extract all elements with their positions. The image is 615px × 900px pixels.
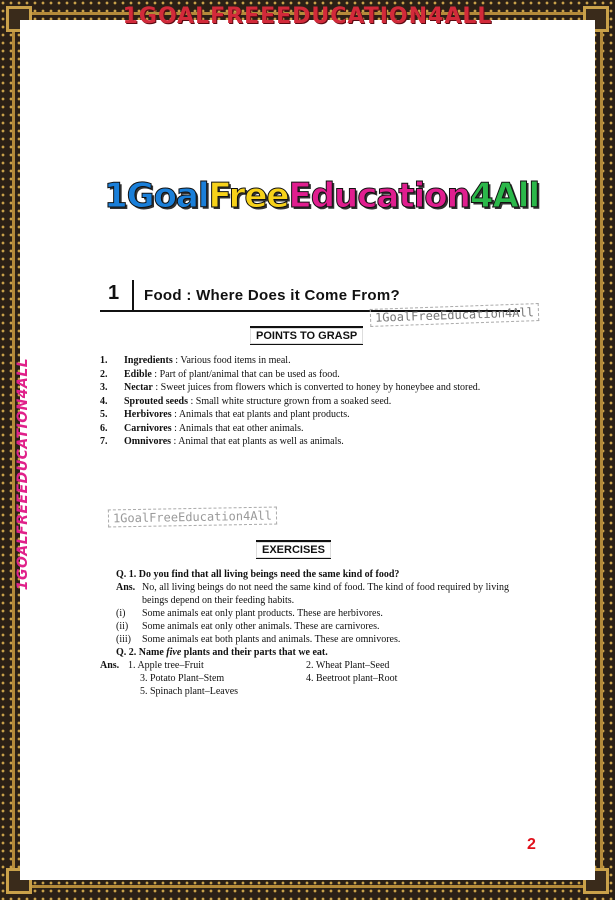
question-2 <box>116 646 516 659</box>
item-term: Herbivores <box>124 409 172 420</box>
list-item <box>100 381 520 395</box>
list-item <box>100 435 520 449</box>
list-item <box>100 354 520 368</box>
list-item <box>100 368 520 382</box>
item-separator: : <box>171 409 179 420</box>
list-item: 5. Spinach plant–Leaves <box>140 686 239 697</box>
list-item <box>116 607 516 620</box>
list-item: 1. Apple tree–Fruit <box>128 660 204 671</box>
exercises-heading-label: EXERCISES <box>256 540 331 559</box>
item-text: Sweet juices from flowers which is converted to honey by honeybee and stored. <box>160 382 481 393</box>
points-list <box>100 354 520 449</box>
points-heading <box>250 330 363 342</box>
list-item <box>116 620 516 633</box>
item-separator: : <box>188 395 196 407</box>
chapter-divider <box>132 280 134 310</box>
top-watermark: 1GOALFREEEDUCATION4ALL <box>122 4 493 29</box>
question-text: plants and their parts that we eat. <box>181 647 328 658</box>
points-heading-label: POINTS TO GRASP <box>250 326 363 345</box>
item-text: Animal that eat plants as well as animals. <box>178 436 344 447</box>
item-number: 5. <box>100 409 108 420</box>
question-1: Q. 1. Do you find that all living beings need the same kind of food? <box>116 569 400 580</box>
item-separator: : <box>172 355 181 366</box>
exercises-section <box>100 568 516 698</box>
answer-2-row <box>100 659 516 672</box>
item-term: Carnivores <box>124 422 172 434</box>
item-term: Omnivores <box>124 436 172 447</box>
logo-part-goal: 1Goal <box>104 176 209 216</box>
list-item: 4. Beetroot plant–Root <box>306 673 398 684</box>
item-number: 3. <box>100 382 108 393</box>
list-item: 3. Potato Plant–Stem <box>140 673 225 684</box>
list-item <box>100 395 520 409</box>
answer-2-row <box>116 672 516 685</box>
item-term: Nectar <box>124 382 153 393</box>
answer-text: No, all living beings do not need the same kind of food. The kind of food required by living beings depend on their feeding habits. <box>142 582 509 606</box>
item-separator: : <box>151 368 160 380</box>
logo-part-4all: 4All <box>469 176 540 216</box>
item-text: Some animals eat both plants and animals. These are omnivores. <box>142 634 401 645</box>
chapter-number: 1 <box>108 282 120 304</box>
item-text: Animals that eat plants and plant products. <box>178 409 350 420</box>
item-term: Edible <box>124 368 152 380</box>
document-page <box>20 20 595 880</box>
item-number: 1. <box>100 355 108 366</box>
item-term: Ingredients <box>124 355 173 366</box>
page-number: 2 <box>527 836 536 853</box>
item-number: (iii) <box>116 634 131 645</box>
answer-1 <box>116 581 516 607</box>
item-term: Sprouted seeds <box>124 395 188 407</box>
item-text: Part of plant/animal that can be used as food. <box>159 368 340 380</box>
item-number: 2. <box>100 368 108 380</box>
item-number: 4. <box>100 395 108 407</box>
item-text: Animals that eat other animals. <box>178 422 304 434</box>
item-text: Small white structure grown from a soaked seed. <box>195 395 392 407</box>
item-number: 6. <box>100 422 108 434</box>
list-item <box>100 408 520 422</box>
item-separator: : <box>171 436 179 447</box>
side-watermark: 1GOALFREEEDUCATION4ALL <box>15 357 31 591</box>
chapter-title: Food : Where Does it Come From? <box>144 287 400 304</box>
item-number: (ii) <box>116 621 129 632</box>
item-text: Some animals eat only plant products. These are herbivores. <box>142 608 383 619</box>
answer-label: Ans. <box>100 660 120 671</box>
item-number: (i) <box>116 608 126 619</box>
list-item <box>100 422 520 436</box>
item-text: Some animals eat only other animals. These are carnivores. <box>142 621 380 632</box>
exercises-heading <box>256 544 331 556</box>
logo-part-free: Free <box>208 176 289 216</box>
logo-part-education: Education <box>288 176 470 216</box>
watermark-stamp: 1GoalFreeEducation4All <box>108 507 277 528</box>
question-text: Q. 2. Name <box>116 647 167 658</box>
question-emphasis: five <box>166 647 182 658</box>
watermark-stamp: 1GoalFreeEducation4All <box>370 303 539 327</box>
item-text: Various food items in meal. <box>180 355 291 366</box>
item-separator: : <box>171 422 179 434</box>
item-number: 7. <box>100 436 108 447</box>
list-item: 2. Wheat Plant–Seed <box>306 660 390 671</box>
item-separator: : <box>152 382 161 393</box>
list-item <box>116 633 516 646</box>
site-logo <box>104 176 539 216</box>
answer-2-row <box>116 685 516 698</box>
answer-label: Ans. <box>116 582 136 593</box>
